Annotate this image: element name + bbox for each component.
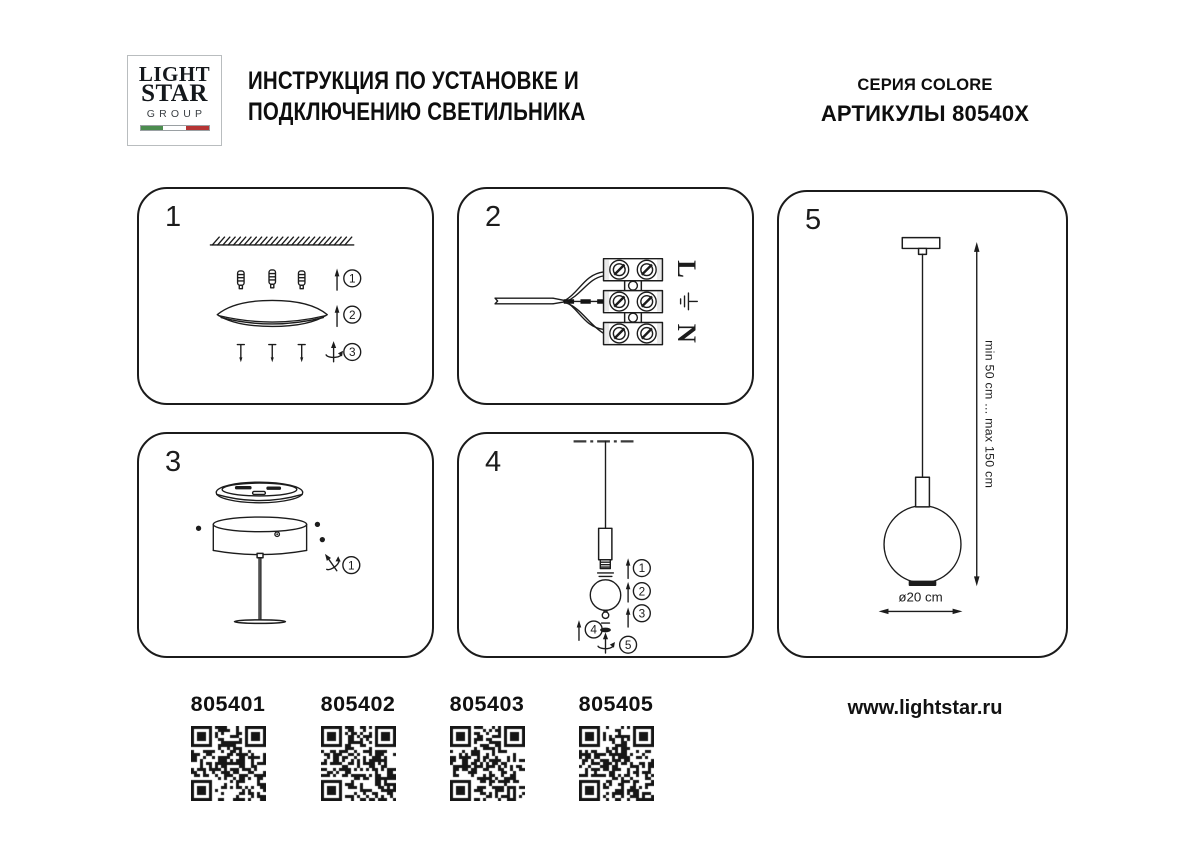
ceiling-hatch (210, 237, 353, 245)
svg-text:5: 5 (624, 638, 632, 652)
step-marker-1 (344, 270, 361, 287)
label-neutral (672, 324, 702, 343)
wire-neutral (566, 301, 604, 333)
svg-text:1: 1 (348, 559, 355, 573)
svg-text:L: L (671, 260, 702, 278)
canopy-base (217, 300, 327, 326)
svg-text:1: 1 (638, 562, 646, 576)
step-marker-4 (585, 621, 602, 638)
diameter-dimension-arrow (879, 609, 963, 615)
arrow-up-icon (335, 305, 340, 327)
flag-red (186, 126, 209, 130)
wall-plugs (238, 270, 305, 289)
step-marker-2 (344, 306, 361, 323)
arrow-up-icon (626, 558, 631, 627)
suspension-rod (234, 553, 285, 623)
flag-white (163, 126, 186, 130)
article-number: 805402 (320, 692, 396, 716)
logo-word-star: STAR (141, 80, 208, 108)
logo-word-group: GROUP (146, 108, 207, 121)
canopy-cylinder (213, 517, 306, 555)
overview-panel-5 (777, 190, 1068, 658)
screw-rotation-icon (598, 632, 615, 653)
socket-tube (598, 528, 614, 576)
svg-text:3: 3 (638, 607, 646, 621)
step-marker-3 (633, 605, 650, 622)
step-3-drawing (139, 434, 432, 656)
article-column (422, 692, 552, 801)
glass-ball (590, 580, 620, 610)
mounting-screws (237, 345, 305, 363)
svg-text:1: 1 (348, 272, 356, 286)
label-line (672, 260, 702, 278)
page-title (248, 66, 586, 128)
step-number-3: 3 (165, 446, 182, 478)
step-number-1: 1 (165, 201, 182, 233)
title-line-2: ПОДКЛЮЧЕНИЮ СВЕТИЛЬНИКА (248, 98, 586, 126)
glass-ball (884, 506, 961, 583)
height-dimension-arrow (974, 242, 980, 586)
qr-code (579, 726, 654, 801)
article-column (163, 692, 293, 801)
ball-bottom-cap (909, 581, 937, 586)
ceiling-mount (902, 238, 939, 255)
article-number: 805403 (449, 692, 525, 716)
article-column (293, 692, 423, 801)
article-number: 805401 (190, 692, 266, 716)
qr-code (321, 726, 396, 801)
series-name: СЕРИЯ COLORE (857, 76, 993, 94)
screw-rotation-icon (319, 548, 345, 575)
articles-label: АРТИКУЛЫ 80540X (820, 101, 1030, 126)
step-panel-1 (137, 187, 434, 405)
step-number-2: 2 (485, 201, 502, 233)
svg-text:N: N (671, 323, 702, 343)
arrow-up-icon (335, 269, 340, 291)
title-line-1: ИНСТРУКЦИЯ ПО УСТАНОВКЕ И (248, 67, 579, 95)
step-number-5: 5 (805, 204, 822, 236)
website-url: www.lightstar.ru (847, 697, 1003, 719)
article-number: 805405 (578, 692, 654, 716)
step-4-drawing (459, 434, 752, 656)
step-marker-3 (344, 344, 361, 361)
qr-code (450, 726, 525, 801)
logo-word-light: LIGHT (138, 62, 211, 86)
lightstar-logo (127, 55, 222, 146)
supply-cable (495, 298, 566, 304)
svg-text:3: 3 (348, 346, 356, 360)
diameter-dimension-label: ø20 cm (898, 589, 943, 605)
article-column (551, 692, 681, 801)
step-panel-3 (137, 432, 434, 658)
step-marker-1 (343, 557, 360, 574)
svg-text:min 50 cm ... max 150 cm: min 50 cm ... max 150 cm (982, 340, 997, 489)
socket-tube (916, 477, 930, 507)
svg-text:2: 2 (348, 308, 356, 322)
step-panel-4 (457, 432, 754, 658)
height-dimension-label (983, 340, 997, 488)
step-marker-5 (620, 636, 637, 653)
italian-flag-icon (140, 125, 210, 131)
pendant-overview-drawing (779, 192, 1066, 656)
svg-text:4: 4 (590, 623, 597, 637)
ground-symbol-icon (681, 293, 698, 310)
step-marker-1 (633, 560, 650, 577)
qr-code (191, 726, 266, 801)
arrow-up-icon (577, 620, 582, 640)
step-1-drawing (139, 189, 432, 403)
screw-rotation-icon (326, 341, 343, 362)
step-2-drawing (459, 189, 752, 403)
svg-text:2: 2 (638, 585, 646, 599)
step-number-4: 4 (485, 446, 502, 478)
step-panel-2 (457, 187, 754, 405)
terminal-block (604, 259, 663, 345)
mounting-plate (216, 482, 302, 503)
flag-green (141, 126, 164, 130)
wire-line (566, 272, 604, 302)
series-block (790, 76, 1060, 127)
step-marker-2 (633, 583, 650, 600)
